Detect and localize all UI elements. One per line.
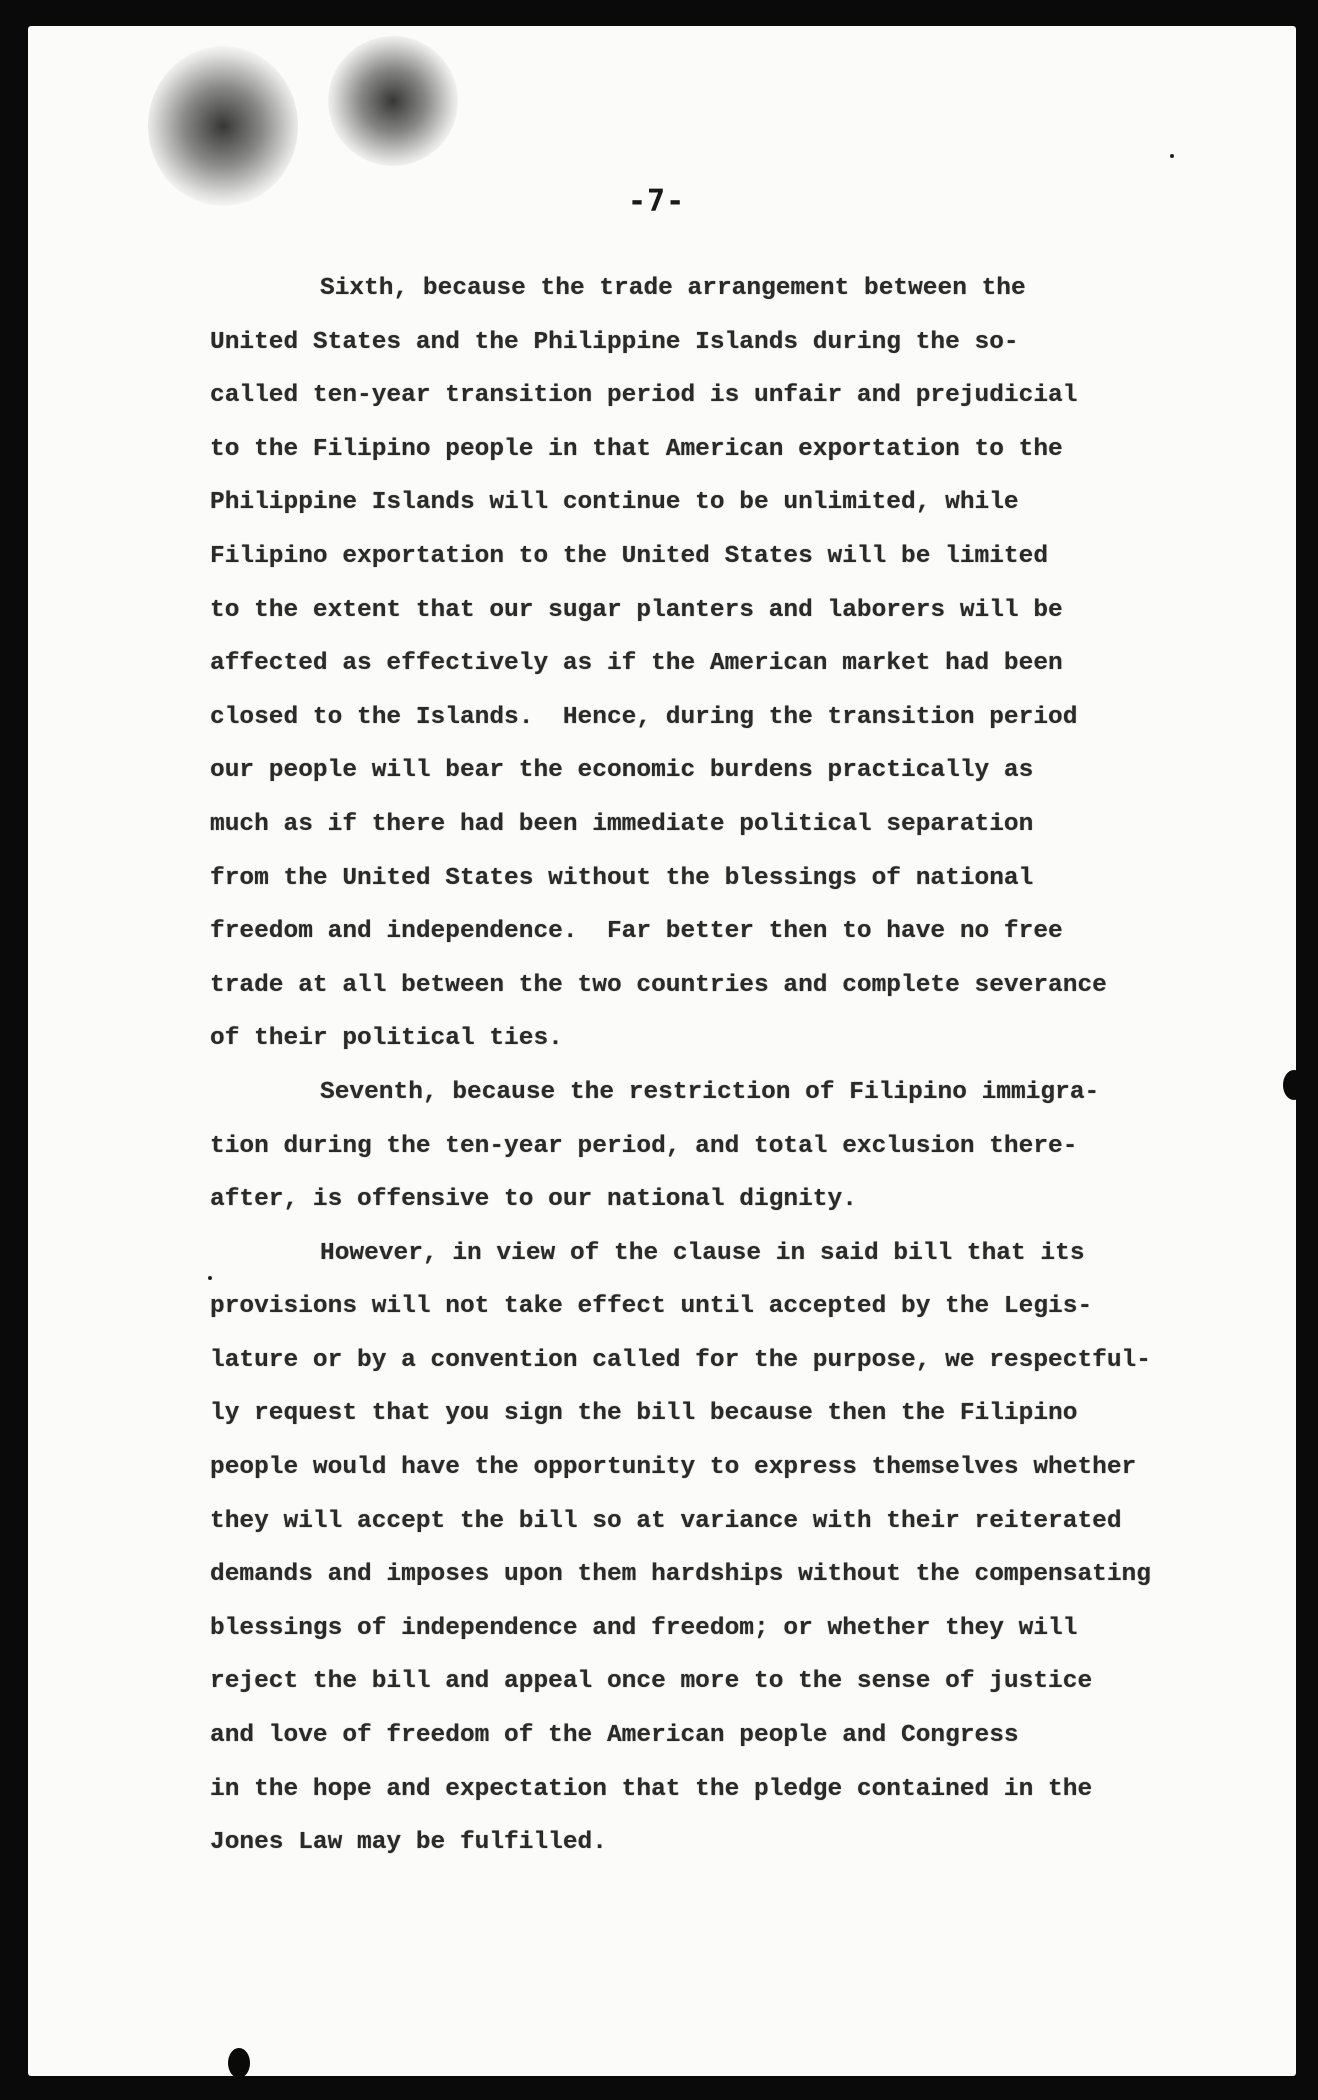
text-line: United States and the Philippine Islands during the so- [210, 328, 1019, 356]
paragraph-sixth [210, 262, 1225, 1066]
text-line: to the Filipino people in that American exportation to the [210, 435, 1063, 463]
text-line: lature or by a convention called for the purpose, we respectful- [210, 1346, 1151, 1374]
text-line: our people will bear the economic burdens practically as [210, 757, 1034, 785]
speck [1170, 154, 1174, 158]
text-line: Jones Law may be fulfilled. [210, 1829, 607, 1857]
text-line: However, in view of the clause in said bill that its [320, 1239, 1085, 1267]
body-text [210, 262, 1225, 1870]
paragraph-however [210, 1227, 1225, 1870]
text-line: from the United States without the blessings of national [210, 864, 1034, 892]
text-line: Filipino exportation to the United States will be limited [210, 542, 1049, 570]
text-line: called ten-year transition period is unfair and prejudicial [210, 382, 1078, 410]
text-line: Sixth, because the trade arrangement between the [320, 275, 1026, 302]
text-line: to the extent that our sugar planters and laborers will be [210, 596, 1063, 624]
text-line: in the hope and expectation that the pledge contained in the [210, 1775, 1093, 1803]
text-line: they will accept the bill so at variance with their reiterated [210, 1507, 1122, 1535]
text-line: freedom and independence. Far better then to have no free [210, 918, 1063, 946]
ink-smudge-right [328, 36, 458, 166]
text-line: reject the bill and appeal once more to the sense of justice [210, 1668, 1093, 1696]
punch-hole-bottom [228, 2048, 250, 2078]
text-line: trade at all between the two countries and complete severance [210, 971, 1107, 999]
text-line: of their political ties. [210, 1025, 563, 1053]
text-line: people would have the opportunity to express themselves whether [210, 1454, 1137, 1482]
text-line: Philippine Islands will continue to be unlimited, while [210, 489, 1019, 517]
text-line: blessings of independence and freedom; or whether they will [210, 1614, 1078, 1642]
text-line: Seventh, because the restriction of Filipino immigra- [320, 1078, 1100, 1106]
punch-hole-right [1283, 1070, 1305, 1100]
text-line: and love of freedom of the American people and Congress [210, 1722, 1019, 1750]
text-line: tion during the ten-year period, and total exclusion there- [210, 1132, 1078, 1160]
text-line: after, is offensive to our national dignity. [210, 1186, 857, 1214]
ink-smudge-left [148, 46, 298, 206]
text-line: affected as effectively as if the American market had been [210, 650, 1063, 678]
text-line: demands and imposes upon them hardships without the compensating [210, 1561, 1151, 1589]
text-line: closed to the Islands. Hence, during the transition period [210, 703, 1078, 731]
text-line: much as if there had been immediate political separation [210, 810, 1034, 838]
paragraph-seventh [210, 1066, 1225, 1227]
page-number: -7- [628, 184, 686, 219]
text-line: ly request that you sign the bill because then the Filipino [210, 1400, 1078, 1428]
text-line: provisions will not take effect until accepted by the Legis- [210, 1293, 1093, 1321]
